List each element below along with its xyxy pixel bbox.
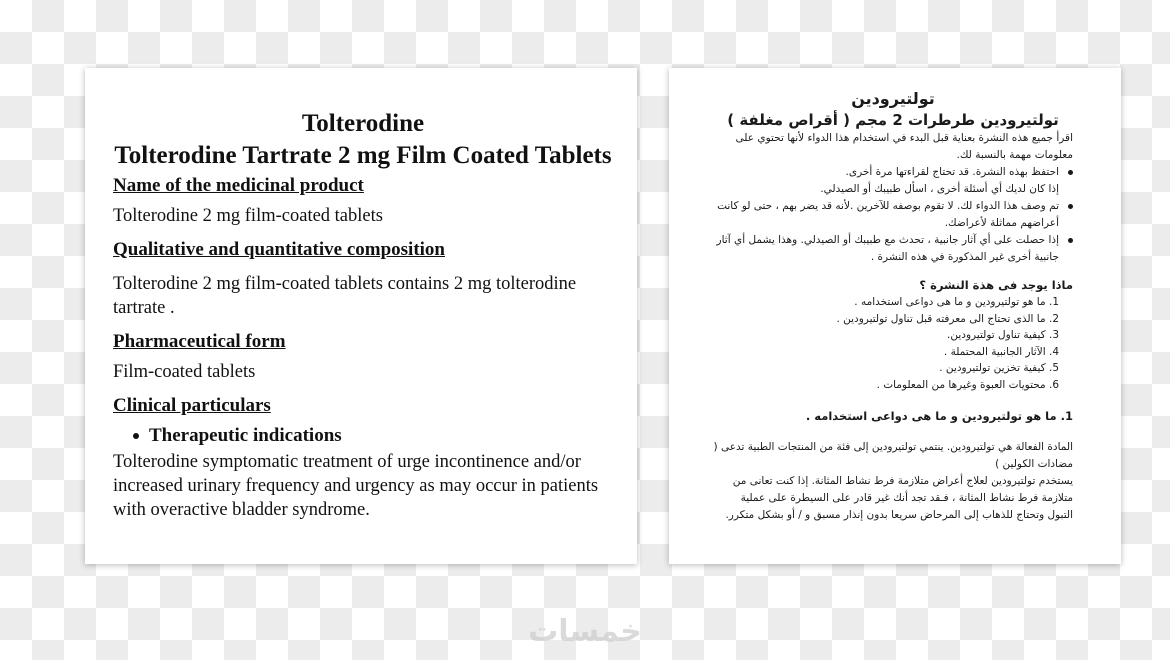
contents-list bbox=[713, 294, 1073, 393]
section1-paragraph-2: يستخدم تولتيرودين لعلاج أعراض متلازمة فرط نشاط المثانة. إذا كنت تعانى من متلازمة فرط نشاط المثانة ، فـقد تجد أنك غير قادر على السيطرة على عملية التبول وتحتاج للذهاب إلى المرحاض سريعا بدون إنذار مسبق و / أو بشكل متكرر. bbox=[725, 475, 1073, 521]
section-text-name: Tolterodine 2 mg film-coated tablets bbox=[113, 206, 383, 226]
section1-paragraph-1: المادة الفعالة هي تولتيرودين. ينتمي تولتيرودين إلى فئة من المنتجات الطبية تدعى ( مضادات الكولين ) bbox=[713, 441, 1073, 470]
arabic-bullet: تم وصف هذا الدواء لك. لا تقوم بوصفه للآخرين .لأنه قد يضر بهم ، حتى لو كانت أعراضهم مماثلة لأعراضك. bbox=[713, 198, 1073, 232]
section-heading-composition: Qualitative and quantitative composition bbox=[113, 239, 445, 260]
product-full-name: Tolterodine Tartrate 2 mg Film Coated Tablets bbox=[114, 142, 612, 169]
list-item: 3. كيفية تناول تولتيرودين. bbox=[947, 329, 1059, 341]
section-text-form: Film-coated tablets bbox=[113, 362, 256, 382]
indication-text: Tolterodine symptomatic treatment of urge incontinence and/or increased urinary frequency and urgency as may occur in patients with overactive bladder syndrome. bbox=[113, 452, 599, 520]
bullet-dot-icon bbox=[1068, 238, 1073, 243]
section-heading-name: Name of the medicinal product bbox=[113, 175, 364, 196]
leaflet-title bbox=[113, 108, 613, 172]
watermark-logo: خمسات bbox=[528, 614, 642, 649]
bullet-label: Therapeutic indications bbox=[149, 425, 342, 446]
arabic-intro: اقرأ جميع هذه النشرة بعناية قبل البدء في استخدام هذا الدواء لأنها تحتوي على معلومات مهمة بالنسبة لك. bbox=[735, 132, 1073, 161]
section-text-composition: Tolterodine 2 mg film-coated tablets contains 2 mg tolterodine tartrate . bbox=[113, 274, 577, 318]
section-heading-form: Pharmaceutical form bbox=[113, 331, 286, 352]
arabic-leaflet-card bbox=[669, 68, 1121, 564]
arabic-bullet: إذا كان لديك أي أسئلة أخرى ، اسأل طبيبك أو الصيدلي. bbox=[820, 183, 1059, 195]
section1-heading: 1. ما هو تولتيرودين و ما هى دواعى استخدامه . bbox=[805, 409, 1073, 423]
title-text: Tolterodine bbox=[301, 110, 425, 137]
bullet-dot-icon bbox=[133, 433, 139, 439]
bullet-therapeutic-indications bbox=[133, 424, 613, 448]
arabic-bullet: احتفظ بهذه النشرة. قد تحتاج لقراءتها مرة أخرى. bbox=[713, 164, 1073, 181]
list-item: 5. كيفية تخزين تولتيرودين . bbox=[939, 362, 1059, 374]
bullet-dot-icon bbox=[1068, 170, 1073, 175]
list-item: 2. ما الذى تحتاج الى معرفته قبل تناول تولتيرودين . bbox=[836, 312, 1059, 325]
list-item: 6. محتويات العبوة وغيرها من المعلومات . bbox=[876, 378, 1059, 391]
arabic-product-name: تولتيرودين طرطرات 2 مجم ( أقراص مغلفة ) bbox=[727, 111, 1059, 129]
bullet-dot-icon bbox=[1068, 204, 1073, 209]
contents-heading: ماذا يوجد فى هذة النشرة ؟ bbox=[919, 278, 1073, 292]
arabic-bullet: إذا حصلت على أي آثار جانبية ، تحدث مع طبيبك أو الصيدلي. وهذا يشمل أي آثار جانبية أخرى غير المذكورة في هذه النشرة . bbox=[713, 232, 1073, 266]
section-heading-clinical: Clinical particulars bbox=[113, 395, 271, 416]
list-item: 4. الآثار الجانبية المحتملة . bbox=[943, 345, 1059, 358]
english-leaflet-card bbox=[85, 68, 637, 564]
arabic-title: تولتيرودين bbox=[851, 89, 935, 108]
list-item: 1. ما هو تولتيرودين و ما هى دواعى استخدامه . bbox=[854, 296, 1059, 308]
